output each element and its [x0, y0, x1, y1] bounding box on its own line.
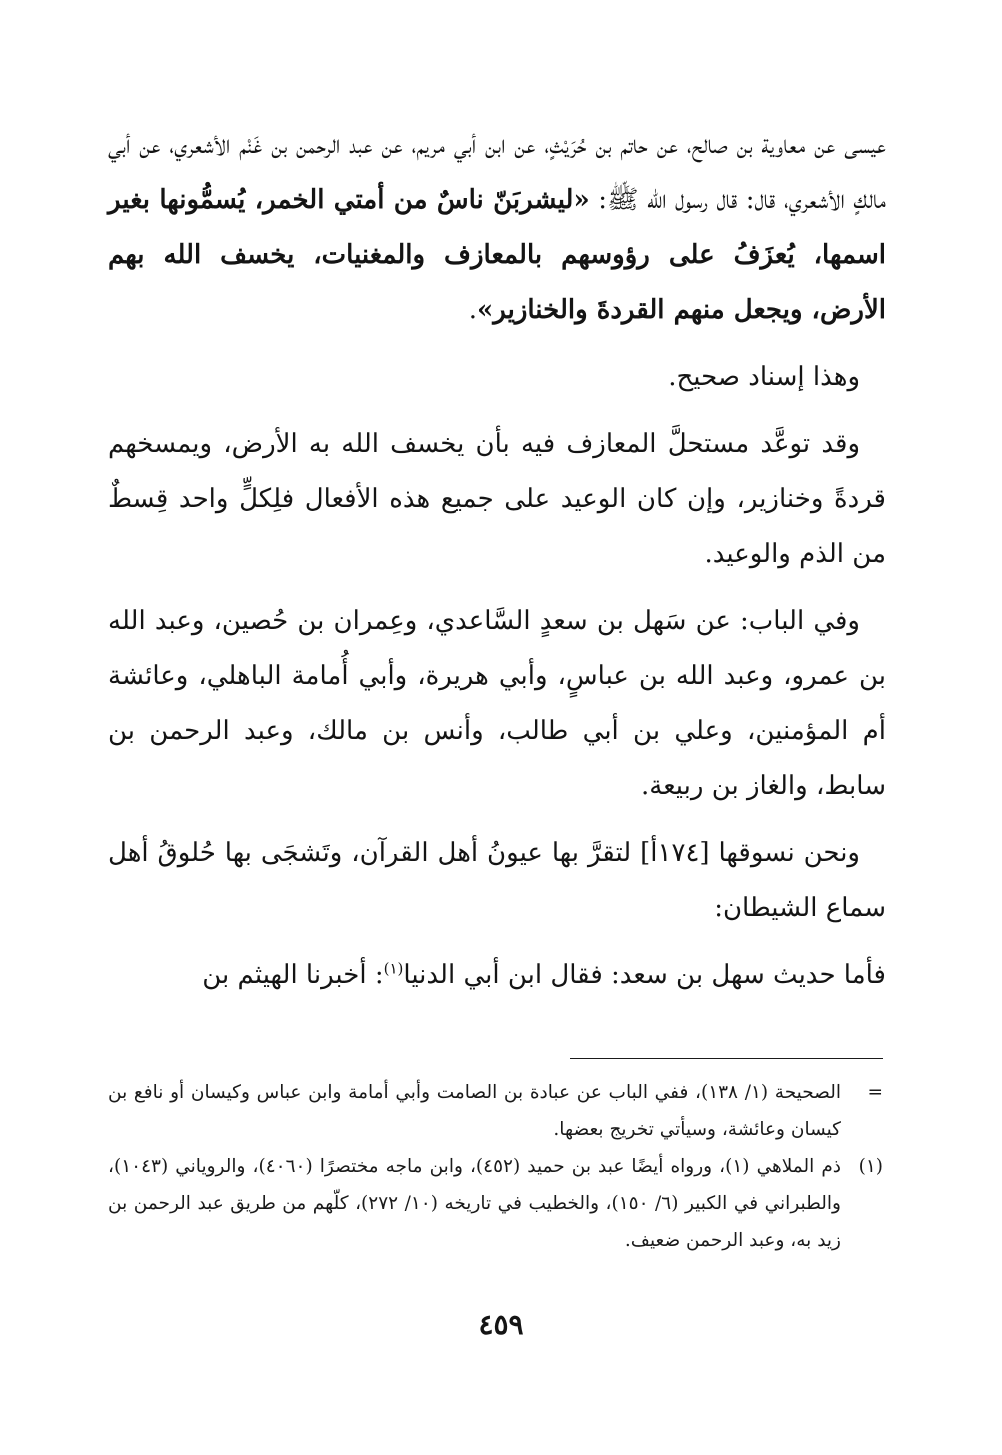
isnad-text: عيسى عن معاوية بن صالح، عن حاتم بن حُرَيْثٍ، عن ابن أبي مريم، عن عبد الرحمن بن غَنْم الأشعري، عن أبي مالكٍ الأشعري، قال: قال رسول الله ﷺ: [108, 130, 886, 215]
intro-text: ونحن نسوقها [١٧٤أ] لتقرَّ بها عيونُ أهل القرآن، وتَشجَى بها حُلوقُ أهل سماع الشيطان: [108, 838, 886, 923]
paragraph-isnad-grade [108, 350, 886, 405]
hadith-text: «ليشربَنّ ناسٌ من أمتي الخمر، يُسمُّونها بغير اسمها، يُعزَفُ على رؤوسهم بالمعازف والمغنيات، يخسف الله بهم الأرض، ويجعل منهم القردةَ والخنازير» [108, 185, 886, 325]
footnote-text: ذم الملاهي (١)، ورواه أيضًا عبد بن حميد (٤٥٢)، وابن ماجه مختصرًا (٤٠٦٠)، والروياني (١٠٤٣)، والطبراني في الكبير (٦/ ١٥٠)، والخطيب في تاريخه (١٠/ ٢٧٢)، كلّهم من طريق عبد الرحمن بن زيد به، وعبد الرحمن ضعيف. [108, 1156, 842, 1251]
page-number: ٤٥٩ [478, 1308, 524, 1341]
sahl-hadith-text: فأما حديث سهل بن سعد: فقال ابن أبي الدنيا [403, 960, 886, 990]
paragraph-intro [108, 826, 886, 936]
footnote-1 [108, 1148, 883, 1259]
isnad-grade-text: وهذا إسناد صحيح. [668, 362, 860, 392]
footnote-marker: = [867, 1082, 883, 1103]
footnotes [108, 1074, 883, 1259]
footnote-text: الصحيحة (١/ ١٣٨)، ففي الباب عن عبادة بن الصامت وأبي أمامة وابن عباس وكيسان أو نافع بن كيسان وعائشة، وسيأتي تخريج بعضها. [108, 1082, 841, 1140]
paragraph-chapter-narrators [108, 594, 886, 814]
hadith-end-period: . [468, 295, 477, 325]
paragraph-sahl-hadith [108, 948, 886, 1003]
footnote-reference: (١) [383, 959, 404, 978]
sahl-hadith-continued: : أخبرنا الهيثم بن [202, 960, 384, 990]
paragraph-hadith-isnad [108, 118, 886, 338]
footnote-marker: (١) [858, 1156, 883, 1177]
footnote-continued [108, 1074, 883, 1148]
footnote-separator [570, 1058, 883, 1059]
paragraph-threat [108, 417, 886, 582]
threat-text: وقد توعَّد مستحلَّ المعازف فيه بأن يخسف الله به الأرض، ويمسخهم قردةً وخنازير، وإن كان الوعيد على جميع هذه الأفعال فلِكلٍّ واحد قِسطٌ من الذم والوعيد. [108, 429, 886, 569]
main-text [108, 118, 886, 1003]
chapter-narrators-text: وفي الباب: عن سَهل بن سعدٍ السَّاعدي، وعِمران بن حُصين، وعبد الله بن عمرو، وعبد الله بن عباسٍ، وأبي هريرة، وأبي أُمامة الباهلي، وعائشة أم المؤمنين، وعلي بن أبي طالب، وأنس بن مالك، وعبد الرحمن بن سابط، والغاز بن ربيعة. [108, 606, 886, 801]
